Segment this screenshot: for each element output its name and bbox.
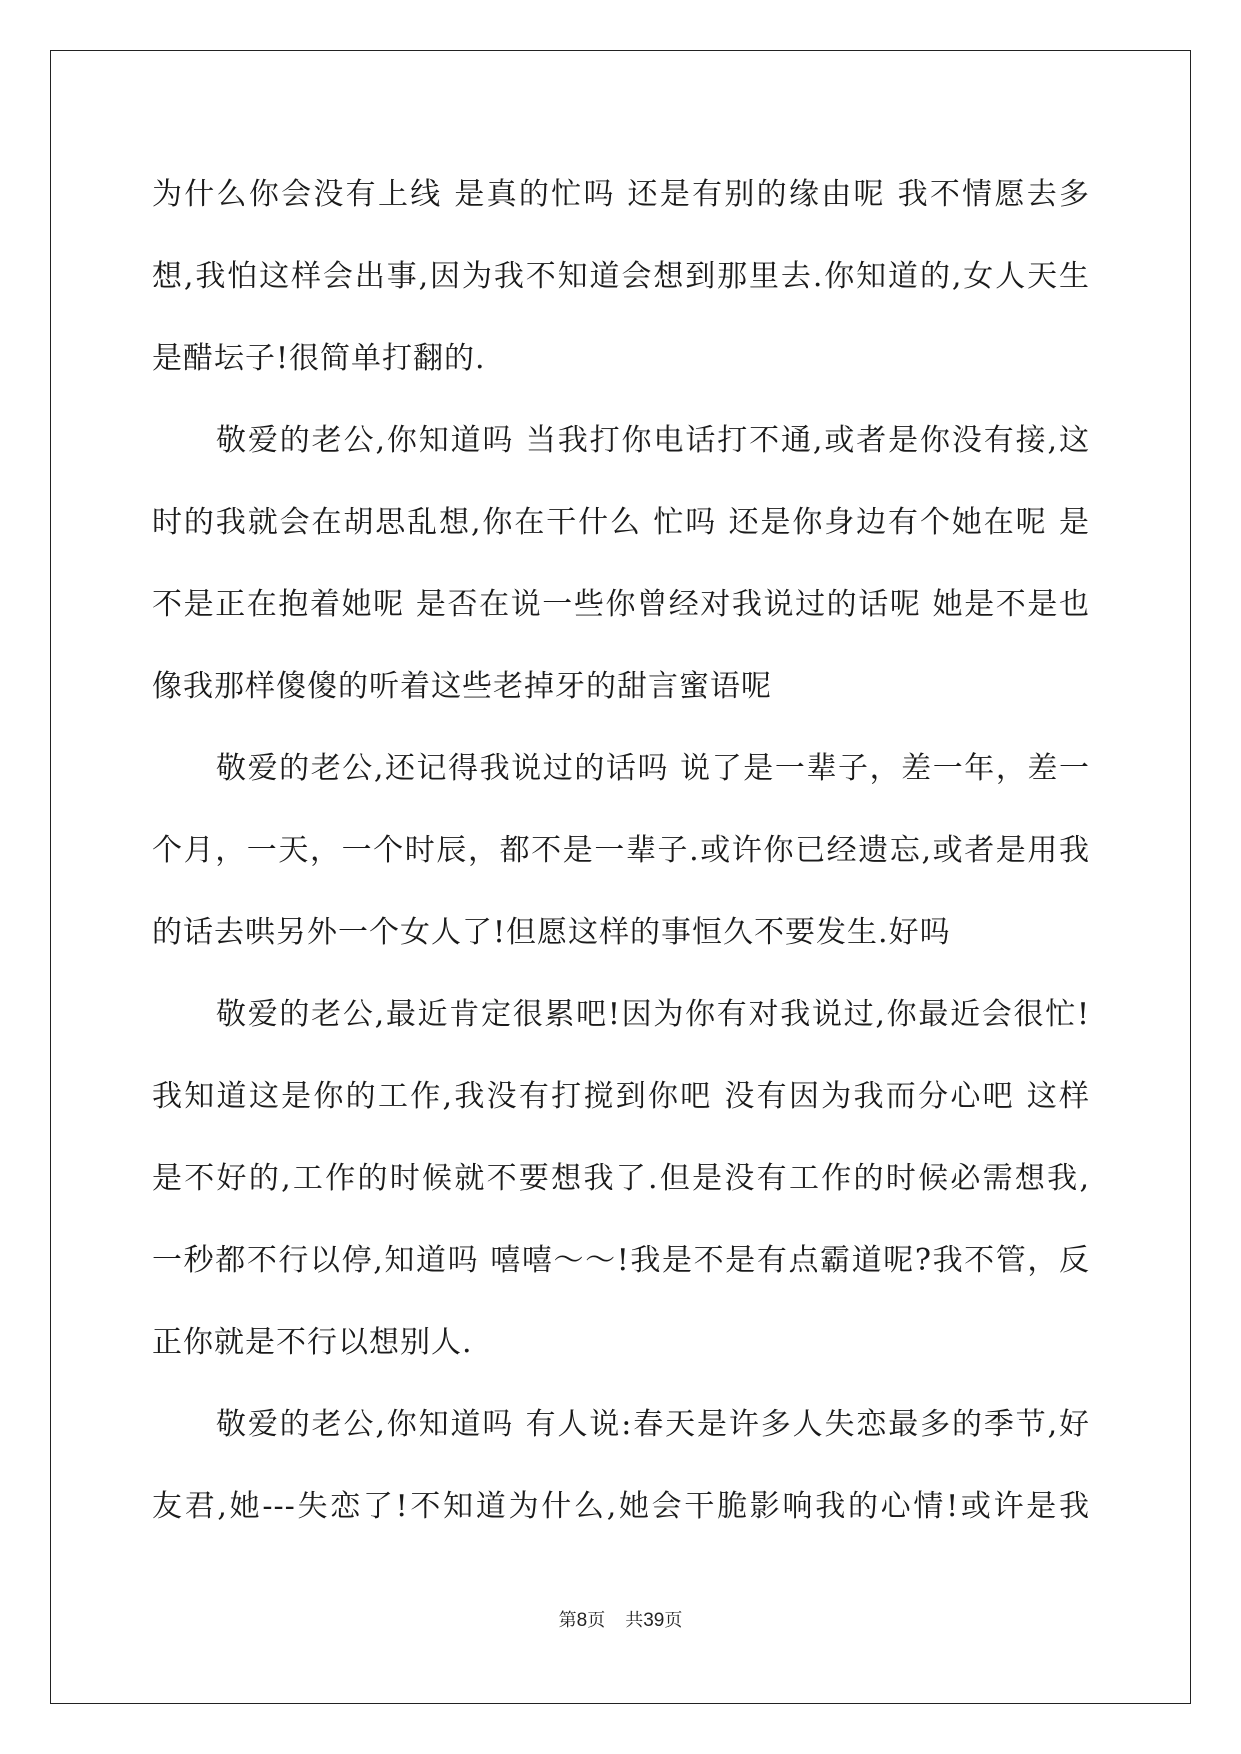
footer-total-prefix: 共 — [625, 1610, 644, 1631]
text-line: 正你就是不行以想别人. — [152, 1325, 473, 1360]
text-line: 敬爱的老公,你知道吗 当我打你电话打不通,或者是你没有接,这 — [216, 423, 1090, 458]
text-line: 是醋坛子!很简单打翻的. — [152, 341, 486, 376]
text-line: 敬爱的老公,你知道吗 有人说:春天是许多人失恋最多的季节,好 — [216, 1407, 1090, 1442]
text-line: 为什么你会没有上线 是真的忙吗 还是有别的缘由呢 我不情愿去多 — [152, 177, 1090, 212]
footer-page-number: 8 — [576, 1610, 588, 1631]
footer-total-pages: 39 — [643, 1610, 665, 1631]
text-line: 的话去哄另外一个女人了!但愿这样的事恒久不要发生.好吗 — [152, 915, 951, 950]
text-line: 个月，一天，一个时辰，都不是一辈子.或许你已经遗忘,或者是用我 — [152, 833, 1090, 868]
text-line: 想,我怕这样会出事,因为我不知道会想到那里去.你知道的,女人天生 — [152, 259, 1090, 294]
text-line: 友君,她---失恋了!不知道为什么,她会干脆影响我的心情!或许是我 — [152, 1489, 1090, 1524]
text-line: 敬爱的老公,还记得我说过的话吗 说了是一辈子，差一年，差一 — [216, 751, 1090, 786]
text-line: 像我那样傻傻的听着这些老掉牙的甜言蜜语呢 — [152, 669, 772, 704]
text-line: 是不好的,工作的时候就不要想我了.但是没有工作的时候必需想我, — [152, 1161, 1090, 1196]
footer-page-prefix: 第 — [558, 1610, 577, 1631]
text-line: 我知道这是你的工作,我没有打搅到你吧 没有因为我而分心吧 这样 — [152, 1079, 1090, 1114]
document-body — [152, 154, 1090, 1548]
footer-total-suffix: 页 — [664, 1610, 683, 1631]
text-line: 时的我就会在胡思乱想,你在干什么 忙吗 还是你身边有个她在呢 是 — [152, 505, 1090, 540]
footer-page-suffix: 页 — [587, 1610, 606, 1631]
page-footer — [0, 1606, 1241, 1632]
text-line: 不是正在抱着她呢 是否在说一些你曾经对我说过的话呢 她是不是也 — [152, 587, 1090, 622]
text-line: 一秒都不行以停,知道吗 嘻嘻～～!我是不是有点霸道呢?我不管，反 — [152, 1243, 1090, 1278]
text-line: 敬爱的老公,最近肯定很累吧!因为你有对我说过,你最近会很忙! — [216, 997, 1090, 1032]
